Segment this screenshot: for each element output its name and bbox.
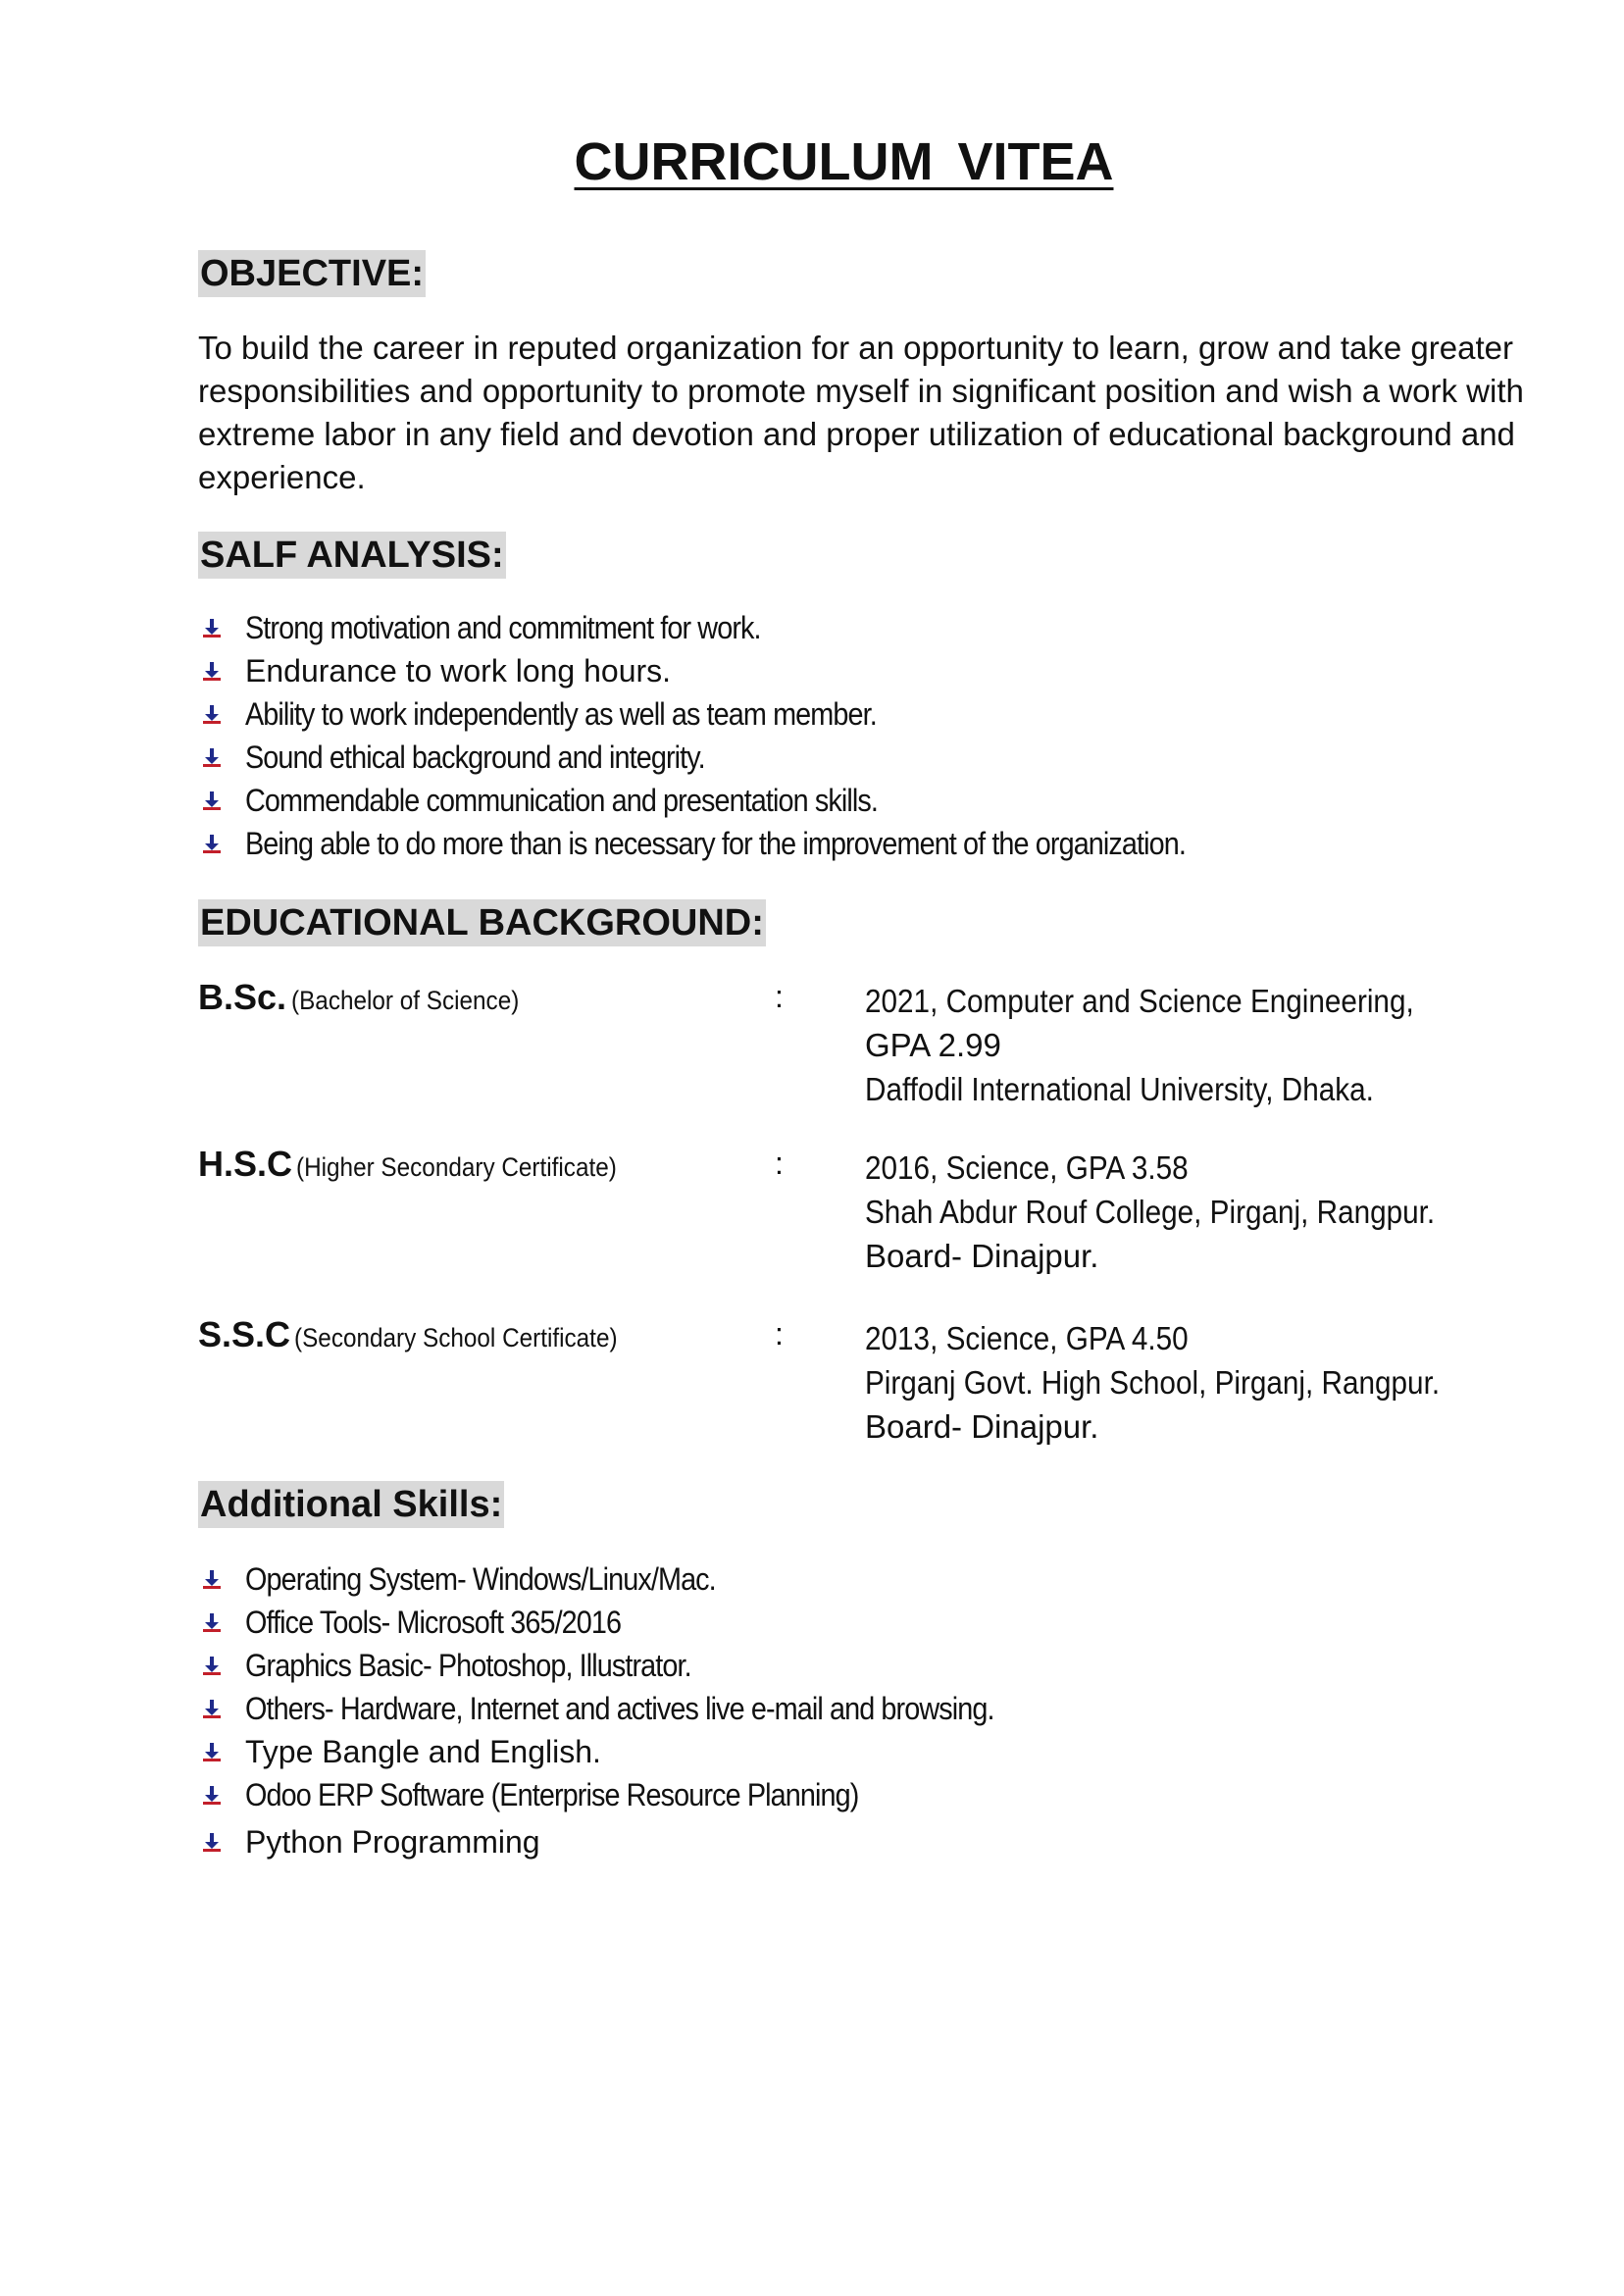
degree-label [198,1144,653,1185]
degree-details [865,1146,1551,1278]
list-item [198,736,1291,779]
list-item-text: Strong motivation and commitment for work. [245,610,761,645]
detail-line: GPA 2.99 [865,1027,1001,1063]
list-item-text: Operating System- Windows/Linux/Mac. [245,1561,716,1597]
arrow-down-bullet-icon [202,1569,222,1589]
list-item-text: Office Tools- Microsoft 365/2016 [245,1605,622,1640]
degree-label [198,1314,654,1355]
list-item [198,1820,1077,1863]
degree-label [198,977,544,1018]
detail-line: Shah Abdur Rouf College, Pirganj, Rangpur. [865,1194,1436,1230]
degree-details [865,1316,1551,1449]
arrow-down-bullet-icon [202,834,222,853]
objective-paragraph: To build the career in reputed organization for an opportunity to learn, grow and take greater responsibilities and opportunity to promote myself in significant position and wish a work with extreme labor in any field and devotion and proper utilization of educational background and experience. [198,330,1524,495]
list-item-text: Endurance to work long hours. [245,653,672,689]
separator-colon: : [775,1316,784,1352]
detail-line: 2021, Computer and Science Engineering, [865,983,1414,1019]
list-item-text: Sound ethical background and integrity. [245,740,705,775]
arrow-down-bullet-icon [202,1785,222,1805]
detail-line: 2016, Science, GPA 3.58 [865,1149,1189,1186]
arrow-down-bullet-icon [202,747,222,767]
list-item-text: Others- Hardware, Internet and actives live e-mail and browsing. [245,1691,994,1726]
degree-abbr: S.S.C [198,1314,291,1354]
list-item [198,1644,1077,1687]
list-item-text: Type Bangle and English. [245,1734,601,1769]
arrow-down-bullet-icon [202,1742,222,1761]
separator-colon: : [775,1146,784,1181]
degree-full: (Secondary School Certificate) [294,1323,619,1352]
detail-line: Pirganj Govt. High School, Pirganj, Rangpur. [865,1364,1441,1401]
arrow-down-bullet-icon [202,661,222,681]
detail-line: Board- Dinajpur. [865,1238,1099,1274]
degree-full: (Higher Secondary Certificate) [296,1152,618,1182]
separator-colon: : [775,979,784,1014]
arrow-down-bullet-icon [202,1612,222,1632]
self-analysis-heading: SALF ANALYSIS: [198,532,506,579]
list-item [198,692,1291,736]
skills-list [198,1557,1077,1863]
objective-heading: OBJECTIVE: [198,250,426,297]
education-heading: EDUCATIONAL BACKGROUND: [198,899,766,946]
arrow-down-bullet-icon [202,1656,222,1675]
arrow-down-bullet-icon [202,1699,222,1718]
arrow-down-bullet-icon [202,1832,222,1852]
list-item-text: Graphics Basic- Photoshop, Illustrator. [245,1648,691,1683]
list-item-text: Commendable communication and presentation skills. [245,783,878,818]
arrow-down-bullet-icon [202,791,222,810]
arrow-down-bullet-icon [202,704,222,724]
list-item [198,779,1291,822]
degree-details [865,979,1551,1111]
list-item [198,1773,1077,1816]
degree-abbr: B.Sc. [198,977,287,1017]
detail-line: Daffodil International University, Dhaka. [865,1071,1374,1107]
list-item [198,606,1291,649]
list-item [198,1730,1077,1773]
detail-line: 2013, Science, GPA 4.50 [865,1320,1189,1356]
list-item [198,822,1291,865]
list-item-text: Being able to do more than is necessary for the improvement of the organization. [245,826,1186,861]
list-item [198,1601,1077,1644]
self-analysis-list [198,606,1291,865]
arrow-down-bullet-icon [202,618,222,638]
detail-line: Board- Dinajpur. [865,1408,1099,1445]
list-item [198,1557,1077,1601]
objective-text [198,327,1532,499]
document-title: CURRICULUM VITEA [574,132,1114,191]
list-item-text: Odoo ERP Software (Enterprise Resource Planning) [245,1777,859,1812]
list-item [198,1687,1077,1730]
skills-heading: Additional Skills: [198,1481,504,1528]
degree-full: (Bachelor of Science) [290,986,519,1015]
list-item-text: Python Programming [245,1824,540,1860]
list-item [198,649,1291,692]
degree-abbr: H.S.C [198,1144,293,1184]
list-item-text: Ability to work independently as well as team member. [245,696,877,732]
